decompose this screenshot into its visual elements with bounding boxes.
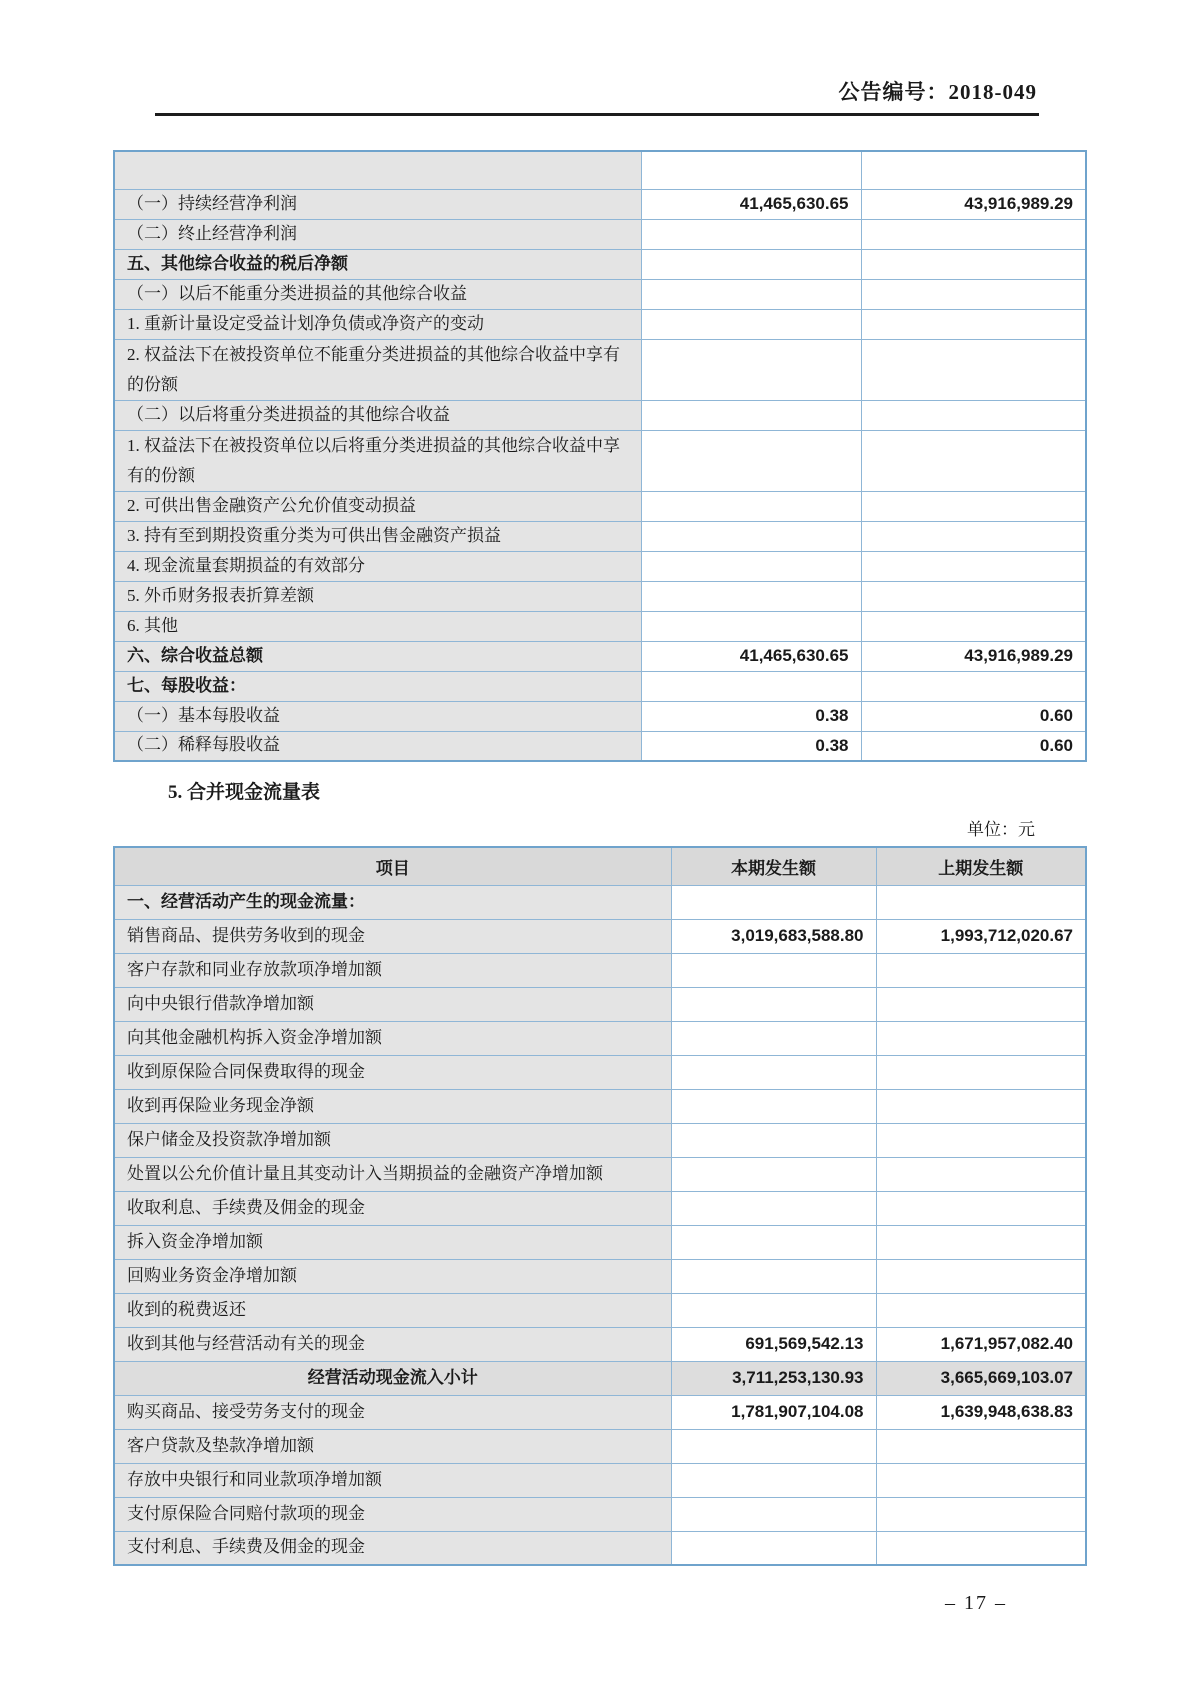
row-label: 2. 权益法下在被投资单位不能重分类进损益的其他综合收益中享有的份额 [114,339,641,400]
table-row [114,1021,1086,1055]
current-period-value: 1,781,907,104.08 [671,1395,876,1429]
row-label: 收取利息、手续费及佣金的现金 [114,1191,671,1225]
current-period-value [641,279,861,309]
row-label: （一）持续经营净利润 [114,189,641,219]
row-label: 向中央银行借款净增加额 [114,987,671,1021]
page-header [113,0,1085,116]
row-label: 销售商品、提供劳务收到的现金 [114,919,671,953]
row-label: 收到再保险业务现金净额 [114,1089,671,1123]
row-label: （二）终止经营净利润 [114,219,641,249]
current-period-value [671,1191,876,1225]
current-period-value [671,1021,876,1055]
previous-period-value [861,400,1086,430]
previous-period-value [861,309,1086,339]
table-row [114,1055,1086,1089]
current-period-value: 3,711,253,130.93 [671,1361,876,1395]
column-header-item: 项目 [114,847,671,885]
announcement-number: 公告编号：2018-049 [838,80,1037,104]
table-row [114,339,1086,400]
row-label: 支付原保险合同赔付款项的现金 [114,1497,671,1531]
current-period-value [641,581,861,611]
previous-period-value [876,1191,1086,1225]
row-label: 存放中央银行和同业款项净增加额 [114,1463,671,1497]
current-period-value [641,521,861,551]
column-header-current-period: 本期发生额 [671,847,876,885]
previous-period-value [876,1429,1086,1463]
previous-period-value [876,1123,1086,1157]
current-period-value [641,611,861,641]
previous-period-value [861,339,1086,400]
table-row [114,249,1086,279]
previous-period-value [861,219,1086,249]
row-label: 3. 持有至到期投资重分类为可供出售金融资产损益 [114,521,641,551]
current-period-value: 691,569,542.13 [671,1327,876,1361]
previous-period-value: 0.60 [861,731,1086,761]
table-row [114,430,1086,491]
table-row [114,1191,1086,1225]
current-period-value [671,1225,876,1259]
row-label: 收到的税费返还 [114,1293,671,1327]
current-period-value [671,1463,876,1497]
table-row [114,1463,1086,1497]
current-period-value [671,1089,876,1123]
row-label: 保户储金及投资款净增加额 [114,1123,671,1157]
previous-period-value: 1,639,948,638.83 [876,1395,1086,1429]
previous-period-value [876,987,1086,1021]
table-row [114,953,1086,987]
previous-period-value [861,430,1086,491]
cash-flow-table [113,846,1087,1566]
previous-period-value [876,1225,1086,1259]
row-label: 七、每股收益： [114,671,641,701]
table-row [114,1395,1086,1429]
row-label: 6. 其他 [114,611,641,641]
current-period-value [671,1123,876,1157]
table-row [114,641,1086,671]
previous-period-value [861,581,1086,611]
table-row [114,1429,1086,1463]
income-statement-table [113,150,1087,762]
previous-period-value [876,1463,1086,1497]
current-period-value [641,671,861,701]
table-row [114,1293,1086,1327]
row-label: 收到其他与经营活动有关的现金 [114,1327,671,1361]
table-row [114,491,1086,521]
previous-period-value [861,521,1086,551]
table-row [114,671,1086,701]
table-row [114,731,1086,761]
row-label: 1. 权益法下在被投资单位以后将重分类进损益的其他综合收益中享有的份额 [114,430,641,491]
table-row [114,885,1086,919]
row-label: 1. 重新计量设定受益计划净负债或净资产的变动 [114,309,641,339]
row-label: （一）基本每股收益 [114,701,641,731]
previous-period-value: 0.60 [861,701,1086,731]
row-label: 处置以公允价值计量且其变动计入当期损益的金融资产净增加额 [114,1157,671,1191]
current-period-value [641,151,861,189]
current-period-value: 41,465,630.65 [641,189,861,219]
current-period-value: 41,465,630.65 [641,641,861,671]
previous-period-value: 1,993,712,020.67 [876,919,1086,953]
current-period-value [671,1429,876,1463]
header-rule [155,113,1039,116]
row-label: 客户贷款及垫款净增加额 [114,1429,671,1463]
current-period-value [671,1497,876,1531]
unit-label: 单位：元 [967,820,1035,839]
row-label: 六、综合收益总额 [114,641,641,671]
table-row [114,919,1086,953]
row-label: 5. 外币财务报表折算差额 [114,581,641,611]
table-header-row [114,847,1086,885]
previous-period-value: 1,671,957,082.40 [876,1327,1086,1361]
current-period-value [671,885,876,919]
previous-period-value [876,1021,1086,1055]
table-row [114,400,1086,430]
current-period-value [641,249,861,279]
table-row [114,1259,1086,1293]
current-period-value [641,551,861,581]
row-label: 购买商品、接受劳务支付的现金 [114,1395,671,1429]
table-row [114,1327,1086,1361]
row-label: 2. 可供出售金融资产公允价值变动损益 [114,491,641,521]
section-heading-cash-flow-statement: 5. 合并现金流量表 [168,782,321,803]
row-label: 拆入资金净增加额 [114,1225,671,1259]
row-label: 向其他金融机构拆入资金净增加额 [114,1021,671,1055]
previous-period-value [876,953,1086,987]
row-label: 收到原保险合同保费取得的现金 [114,1055,671,1089]
current-period-value [671,1293,876,1327]
previous-period-value: 43,916,989.29 [861,641,1086,671]
table-row [114,1123,1086,1157]
row-label: 支付利息、手续费及佣金的现金 [114,1531,671,1565]
table-row [114,701,1086,731]
current-period-value [671,953,876,987]
row-label: （二）以后将重分类进损益的其他综合收益 [114,400,641,430]
current-period-value [641,400,861,430]
previous-period-value [861,611,1086,641]
table-row [114,309,1086,339]
row-label: 客户存款和同业存放款项净增加额 [114,953,671,987]
current-period-value: 0.38 [641,701,861,731]
previous-period-value [876,1055,1086,1089]
previous-period-value [876,1157,1086,1191]
table-row [114,551,1086,581]
column-header-previous-period: 上期发生额 [876,847,1086,885]
previous-period-value [876,1089,1086,1123]
current-period-value [671,987,876,1021]
previous-period-value [876,885,1086,919]
previous-period-value [861,491,1086,521]
page-number: – 17 – [945,1592,1007,1614]
table-row [114,1157,1086,1191]
current-period-value [671,1531,876,1565]
table-row [114,1497,1086,1531]
table-row [114,219,1086,249]
current-period-value [641,339,861,400]
table-row [114,1531,1086,1565]
table-row [114,151,1086,189]
current-period-value [671,1157,876,1191]
row-label: 4. 现金流量套期损益的有效部分 [114,551,641,581]
table-row [114,1089,1086,1123]
current-period-value [641,219,861,249]
current-period-value [641,309,861,339]
table-row [114,611,1086,641]
row-label: （一）以后不能重分类进损益的其他综合收益 [114,279,641,309]
row-label: 回购业务资金净增加额 [114,1259,671,1293]
row-label: 五、其他综合收益的税后净额 [114,249,641,279]
previous-period-value [876,1259,1086,1293]
table-row [114,279,1086,309]
previous-period-value [876,1497,1086,1531]
table-row [114,189,1086,219]
current-period-value [671,1259,876,1293]
table-row [114,581,1086,611]
previous-period-value: 43,916,989.29 [861,189,1086,219]
previous-period-value: 3,665,669,103.07 [876,1361,1086,1395]
row-label: （二）稀释每股收益 [114,731,641,761]
previous-period-value [861,151,1086,189]
current-period-value: 0.38 [641,731,861,761]
previous-period-value [861,279,1086,309]
table-row [114,521,1086,551]
previous-period-value [861,671,1086,701]
current-period-value [671,1055,876,1089]
current-period-value [641,430,861,491]
row-label [114,151,641,189]
row-label: 一、经营活动产生的现金流量： [114,885,671,919]
table-row [114,1361,1086,1395]
table-row [114,1225,1086,1259]
previous-period-value [876,1531,1086,1565]
previous-period-value [876,1293,1086,1327]
previous-period-value [861,551,1086,581]
current-period-value: 3,019,683,588.80 [671,919,876,953]
row-label: 经营活动现金流入小计 [114,1361,671,1395]
previous-period-value [861,249,1086,279]
current-period-value [641,491,861,521]
table-row [114,987,1086,1021]
